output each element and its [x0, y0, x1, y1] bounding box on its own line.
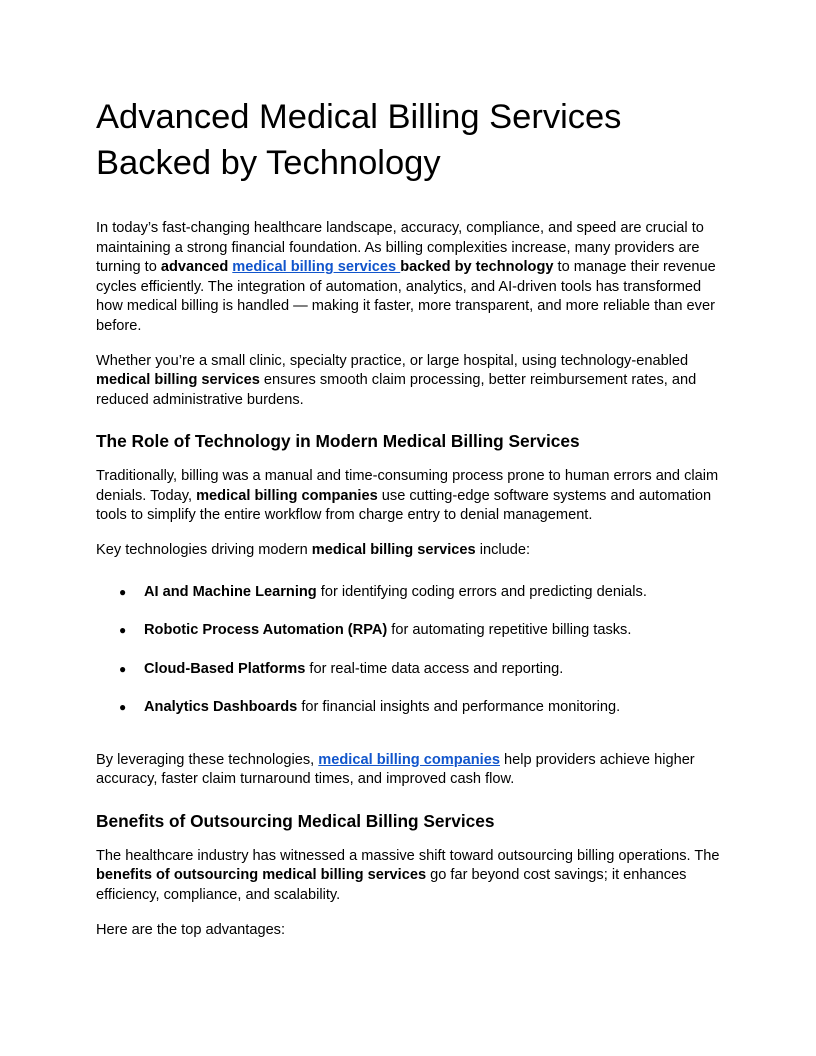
list-item-text: for identifying coding errors and predicting denials.: [316, 583, 647, 600]
para2-text-2: ensures smooth claim processing, better reimbursement rates, and reduced administrative burdens.: [96, 372, 697, 408]
list-item: [96, 698, 724, 718]
technology-list: [96, 583, 724, 718]
list-item-bold: AI and Machine Learning: [144, 583, 317, 600]
list-item: [96, 621, 724, 641]
section1-paragraph-2: [96, 541, 724, 561]
medical-billing-companies-link[interactable]: medical billing companies: [318, 751, 500, 768]
s1p1-bold: medical billing companies: [196, 487, 378, 504]
section-heading-technology: The Role of Technology in Modern Medical Billing Services: [96, 431, 580, 451]
bullet-icon: ●: [119, 584, 127, 599]
second-paragraph: [96, 352, 724, 411]
intro-paragraph: [96, 219, 724, 336]
section1-paragraph-1: [96, 467, 724, 526]
intro-text-1: In today’s fast-changing healthcare landscape, accuracy, compliance, and speed are crucial to maintaining a strong financial foundation. As billing complexities increase, many providers are turning to: [96, 220, 704, 275]
bullet-icon: ●: [119, 661, 127, 676]
list-item-text: for automating repetitive billing tasks.: [387, 622, 632, 638]
para2-bold: medical billing services: [96, 372, 260, 388]
section-heading-outsourcing: Benefits of Outsourcing Medical Billing Services: [96, 810, 495, 831]
bullet-icon: ●: [119, 623, 127, 637]
s2p1-text-2: go far beyond cost savings; it enhances efficiency, compliance, and scalability.: [96, 867, 687, 903]
intro-text-2: to manage their revenue cycles efficiently. The integration of automation, analytics, and AI-driven tools has transformed how medical billing is handled — making it faster, more transparent, and more reliable than ever before.: [96, 259, 716, 334]
document-page: [96, 94, 724, 956]
section2-paragraph-2: Here are the top advantages:: [96, 921, 286, 938]
section2-paragraph-1: [96, 847, 724, 906]
section1-paragraph-3: [96, 751, 724, 790]
list-item-text: for financial insights and performance monitoring.: [297, 699, 621, 715]
list-item-text: for real-time data access and reporting.: [305, 660, 564, 677]
bullet-icon: ●: [119, 700, 127, 714]
para2-text-1: Whether you’re a small clinic, specialty practice, or large hospital, using technology-enabled: [96, 352, 689, 369]
list-item: [96, 660, 724, 680]
list-item-bold: Cloud-Based Platforms: [144, 660, 306, 677]
intro-bold-2: backed by technology: [400, 259, 554, 275]
intro-bold-1: advanced: [160, 259, 229, 275]
page-title: Advanced Medical Billing Services Backed by Technology: [96, 98, 622, 182]
list-item: [96, 583, 724, 603]
s2p1-text-1: The healthcare industry has witnessed a massive shift toward outsourcing billing operations. The: [96, 847, 720, 864]
s1p2-text-1: Key technologies driving modern: [96, 542, 312, 558]
list-item-bold: Robotic Process Automation (RPA): [144, 622, 388, 638]
s1p1-text-1: Traditionally, billing was a manual and time-consuming process prone to human errors and claim denials. Today,: [96, 468, 719, 504]
technology-list-wrapper: [96, 583, 724, 718]
s1p2-bold: medical billing services: [311, 542, 476, 558]
medical-billing-services-link[interactable]: medical billing services: [232, 259, 401, 275]
s2p1-bold: benefits of outsourcing medical billing services: [96, 867, 427, 883]
list-item-bold: Analytics Dashboards: [144, 699, 298, 715]
s1p1-text-2: use cutting-edge software systems and automation tools to simplify the entire workflow from charge entry to denial management.: [96, 487, 712, 523]
s1p2-text-2: include:: [475, 542, 531, 558]
s1p3-text-2: help providers achieve higher accuracy, faster claim turnaround times, and improved cash flow.: [96, 751, 695, 787]
s1p3-text-1: By leveraging these technologies,: [96, 751, 319, 768]
